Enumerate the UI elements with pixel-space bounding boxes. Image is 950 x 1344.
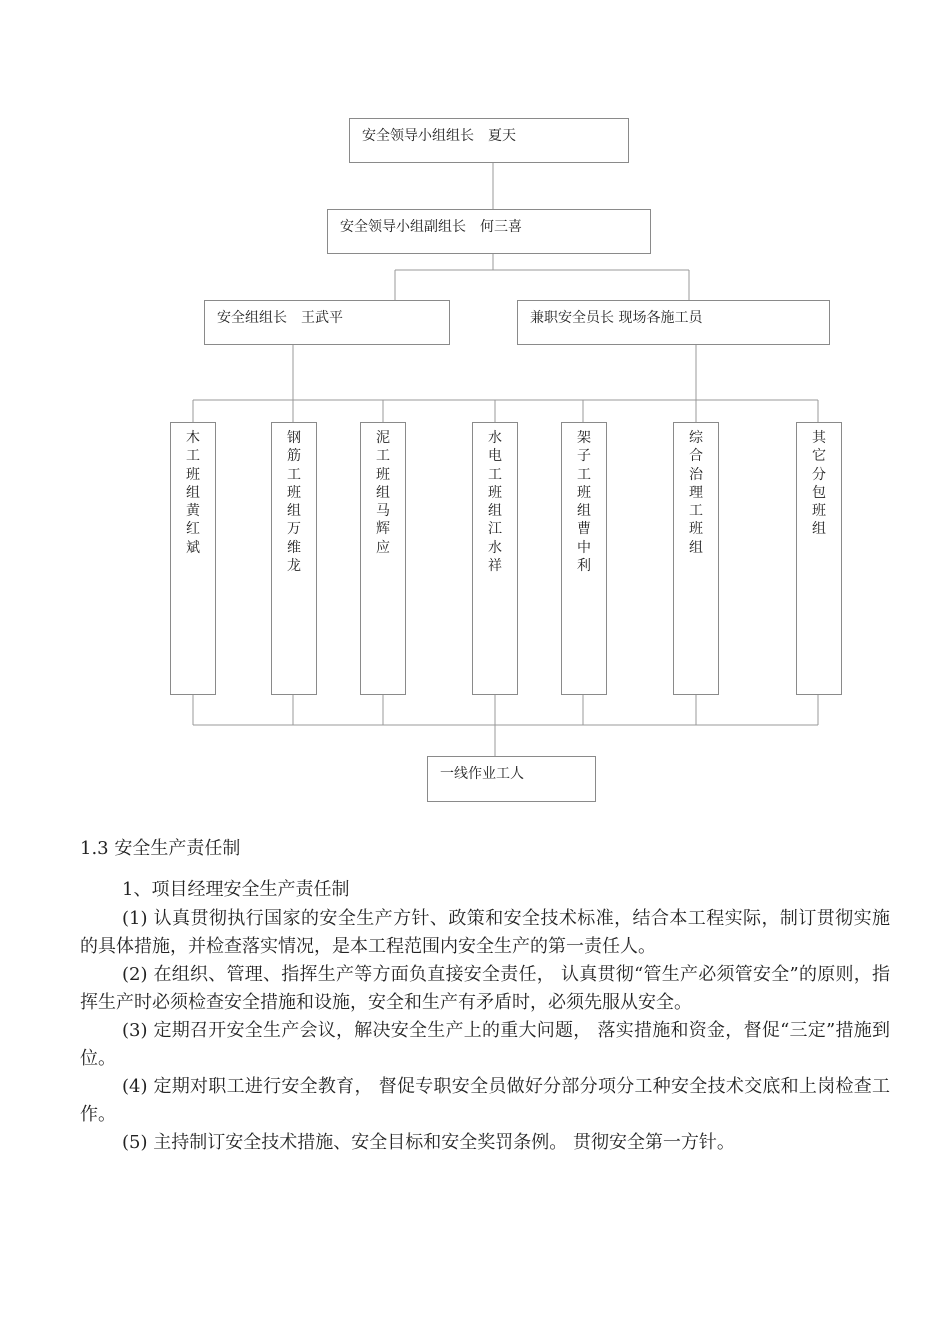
team-label-char: 组 [689,539,703,556]
team-label-char: 筋 [287,448,301,465]
leader-label: 安全领导小组组长 夏天 [362,128,516,144]
team-label [797,429,841,539]
team-label-char: 治 [689,466,703,483]
team-label-char: 中 [577,539,591,556]
team-label-char: 其 [812,430,826,446]
team-label-char: 黄 [186,503,200,520]
safety-group-leader-label: 安全组组长 王武平 [217,310,343,326]
section-heading: 1.3 安全生产责任制 [80,838,241,859]
team-label [361,429,405,557]
team-label-char: 电 [488,448,502,465]
deputy-box [327,209,651,254]
team-label-char: 工 [376,448,390,465]
team-box [360,422,406,695]
team-label-char: 马 [376,503,390,520]
team-label-char: 组 [287,503,301,520]
part-time-officer-box [517,300,830,345]
team-label-char: 水 [488,539,502,556]
team-label-char: 钢 [287,430,301,446]
team-label [674,429,718,557]
team-label-char: 架 [577,430,591,446]
team-label-char: 斌 [186,539,200,556]
team-label-char: 组 [376,484,390,501]
team-label-char: 泥 [376,430,390,446]
responsibility-item: (2) 在组织、管理、指挥生产等方面负直接安全责任， 认真贯彻“管生产必须管安全”的原则，指挥生产时必须检查安全措施和设施，安全和生产有矛盾时，必须先服从安全。 [80,964,890,1013]
team-label-char: 辉 [376,521,390,538]
team-label-char: 木 [186,430,200,446]
team-box [673,422,719,695]
subheading: 1、项目经理安全生产责任制 [122,879,350,900]
team-label-char: 合 [689,448,703,465]
team-label-char: 班 [577,484,591,501]
team-label-char: 分 [812,466,826,483]
team-box [561,422,607,695]
team-label-char: 祥 [488,558,502,575]
team-label-char: 龙 [287,558,301,575]
team-label-char: 应 [376,539,390,556]
team-box [170,422,216,695]
team-label-char: 工 [287,466,301,483]
leader-box [349,118,629,163]
team-box [796,422,842,695]
team-label-char: 理 [689,484,703,501]
team-label-char: 组 [186,484,200,501]
team-label-char: 班 [812,503,826,520]
team-label [473,429,517,575]
team-label-char: 组 [812,521,826,538]
team-label-char: 江 [488,521,502,538]
team-label-char: 工 [577,466,591,483]
team-label-char: 班 [376,466,390,483]
team-label-char: 包 [812,484,826,501]
team-label-char: 组 [577,503,591,520]
team-label-char: 红 [186,521,200,538]
responsibility-item: (1) 认真贯彻执行国家的安全生产方针、政策和安全技术标准，结合本工程实际，制订贯彻实施的具体措施，并检查落实情况，是本工程范围内安全生产的第一责任人。 [80,908,890,957]
team-label [562,429,606,575]
responsibility-item: (5) 主持制订安全技术措施、安全目标和安全奖罚条例。 贯彻安全第一方针。 [122,1132,735,1153]
part-time-officer-label: 兼职安全员长 现场各施工员 [530,310,703,326]
team-label-char: 曹 [577,521,591,538]
team-label [272,429,316,575]
workers-box [427,756,596,802]
team-label-char: 利 [577,558,591,575]
team-label-char: 班 [186,466,200,483]
team-label-char: 班 [689,521,703,538]
team-label-char: 水 [488,430,502,446]
team-label-char: 班 [287,484,301,501]
team-label-char: 工 [186,448,200,465]
team-box [271,422,317,695]
team-label-char: 万 [287,521,301,538]
team-label-char: 组 [488,503,502,520]
team-label-char: 子 [577,448,591,465]
team-label-char: 班 [488,484,502,501]
team-label [171,429,215,557]
team-label-char: 工 [488,466,502,483]
responsibility-item: (3) 定期召开安全生产会议，解决安全生产上的重大问题， 落实措施和资金，督促“三定”措施到位。 [80,1020,890,1069]
team-label-char: 它 [812,448,826,465]
team-label-char: 工 [689,503,703,520]
team-label-char: 综 [689,430,703,446]
team-box [472,422,518,695]
safety-group-leader-box [204,300,450,345]
deputy-label: 安全领导小组副组长 何三喜 [340,219,522,235]
responsibility-item: (4) 定期对职工进行安全教育， 督促专职安全员做好分部分项分工种安全技术交底和上岗检查工作。 [80,1076,890,1125]
responsibility-list [80,905,890,1157]
team-label-char: 维 [287,539,301,556]
workers-label: 一线作业工人 [440,766,524,782]
